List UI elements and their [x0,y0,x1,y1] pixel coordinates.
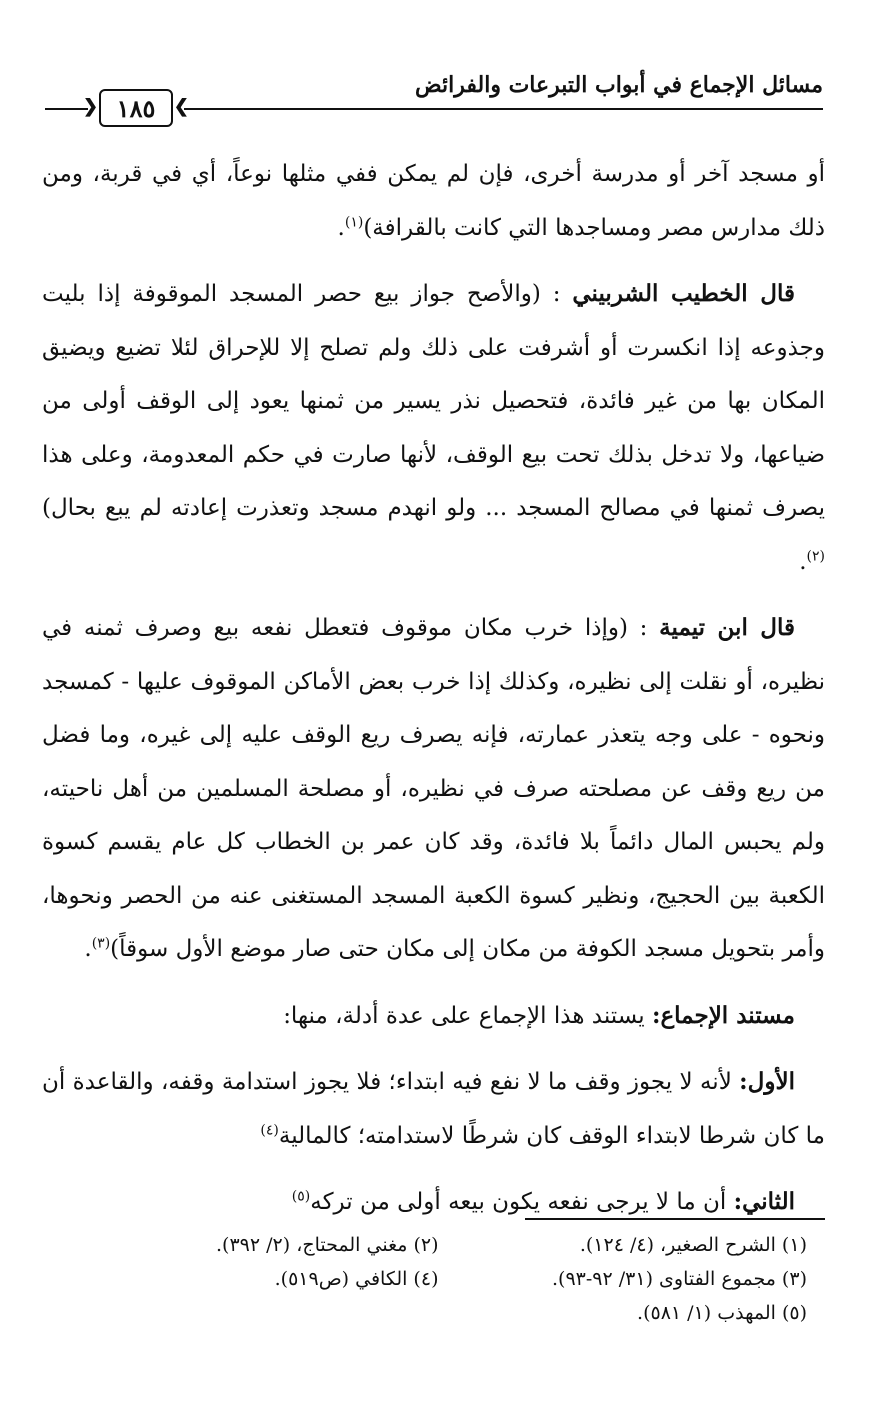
paragraph-basis-text: يستند هذا الإجماع على عدة أدلة، منها: [283,1002,645,1029]
footnote-ref-3: (٣) [91,935,111,952]
footnote-ref-2: (٢) [806,547,825,564]
paragraph-ibn-taymiyya [42,601,825,977]
paragraph-ibn-taymiyya-end: . [84,936,92,962]
paragraph-shirbini-lead: قال الخطيب الشربيني [572,280,795,307]
paragraph-first-evidence-lead: الأول: [739,1068,795,1095]
footnote-ref-1: (١) [344,213,364,230]
page-number-badge [83,88,189,128]
footnote-ref-5: (٥) [291,1188,311,1205]
footnote-2: (٢) مغني المحتاج، (٢/ ٣٩٢). [216,1234,439,1256]
paragraph-1 [42,148,825,255]
paragraph-second-evidence-text: أن ما لا يرجى نفعه يكون بيعه أولى من تركه [310,1189,727,1215]
paragraph-basis-lead: مستند الإجماع: [651,1001,795,1029]
ornament-right-icon: ❯ [173,96,189,117]
footnote-row [70,1228,807,1262]
footnote-4: (٤) الكافي (ص٥١٩). [274,1268,439,1290]
footnote-row [70,1262,807,1296]
ornament-left-icon: ❮ [83,96,99,117]
footnote-3: (٣) مجموع الفتاوى (٣١/ ٩٢-٩٣). [551,1268,807,1290]
paragraph-ibn-taymiyya-text: : (وإذا خرب مكان موقوف فتعطل نفعه بيع وصرف ثمنه في نظيره، أو نقلت إلى نظيره، وكذلك إذا خرب بعض الأماكن الموقوف عليها - كمسجد ونحوه - على وجه يتعذر عمارته، فإنه يصرف ريع الوقف عليه إلى غيره، وما فضل من ريع وقف عن مصلحته صرف في نظيره، أو مصلحة المسلمين من أهل ناحيته، ولم يحبس المال دائماً بلا فائدة، وقد كان عمر بن الخطاب كل عام يقسم كسوة الكعبة بين الحجيج، ونظير كسوة الكعبة المسجد المستغنى عنه من الحصر ونحوها، وأمر بتحويل مسجد الكوفة من مكان إلى مكان حتى صار موضع الأول سوقاً) [42,615,825,962]
page-number: ١٨٥ [116,93,156,123]
paragraph-1-text: أو مسجد آخر أو مدرسة أخرى، فإن لم يمكن ففي مثلها نوعاً، أي في قربة، ومن ذلك مدارس مصر ومساجدها التي كانت بالقرافة) [42,161,825,241]
paragraph-shirbini-end: . [799,548,807,575]
footnote-5: (٥) المهذب (١/ ٥٨١). [637,1302,807,1324]
main-text [42,148,825,1230]
paragraph-second-evidence [42,1175,825,1230]
footnote-separator [525,1218,825,1220]
footnote-row [70,1296,807,1330]
paragraph-first-evidence [42,1055,825,1163]
footnote-ref-4: (٤) [260,1121,279,1138]
paragraph-1-end: . [337,214,345,241]
page-number-frame [83,89,189,127]
paragraph-second-evidence-lead: الثاني: [733,1188,795,1215]
paragraph-shirbini [42,267,825,589]
paragraph-shirbini-text: : (والأصح جواز بيع حصر المسجد الموقوفة إذا بليت وجذوعه إذا انكسرت أو أشرفت على ذلك ولم تصلح إلا للإحراق لئلا تضيع ويضيق المكان بها من غير فائدة، فتحصيل نذر يسير من ثمنها يعود إلى الوقف أولى من ضياعها، ولا تدخل بذلك تحت بيع الوقف، لأنها صارت في حكم المعدومة، وعلى هذا يصرف ثمنها في مصالح المسجد ... ولو انهدم مسجد وتعذرت إعادته لم يبع بحال) [42,281,825,521]
paragraph-basis [42,989,825,1044]
footnotes [70,1228,807,1330]
running-header-title: مسائل الإجماع في أبواب التبرعات والفرائض [415,72,823,98]
paragraph-first-evidence-text: لأنه لا يجوز وقف ما لا نفع فيه ابتداء؛ فلا يجوز استدامة وقفه، والقاعدة أن ما كان شرطا لابتداء الوقف كان شرطًا لاستدامته؛ كالمالية [42,1069,825,1149]
footnote-1: (١) الشرح الصغير، (٤/ ١٢٤). [579,1234,807,1256]
paragraph-ibn-taymiyya-lead: قال ابن تيمية [659,614,795,641]
